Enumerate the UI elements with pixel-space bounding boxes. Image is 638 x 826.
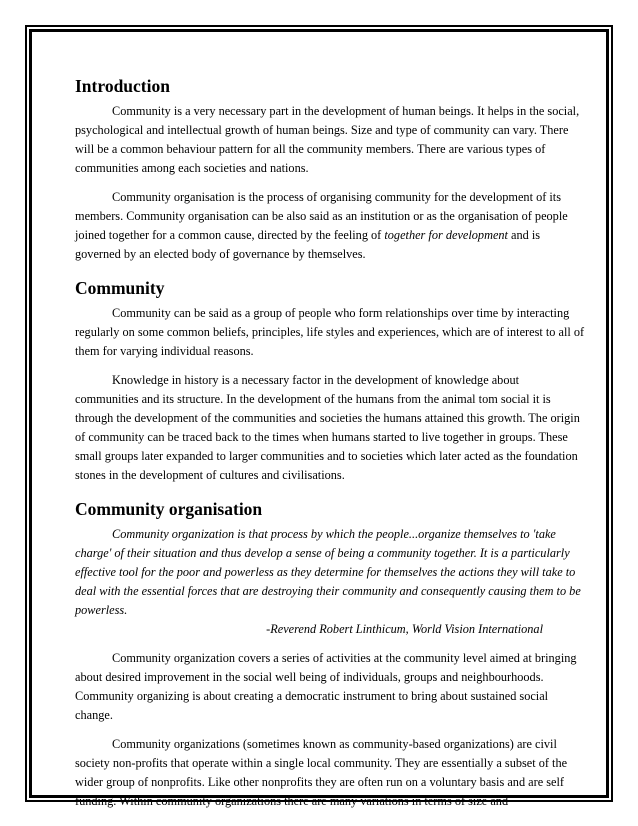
heading-community-organisation: Community organisation bbox=[75, 499, 263, 519]
section-introduction bbox=[75, 74, 585, 264]
intro-paragraph-1: Community is a very necessary part in the development of human beings. It helps in the social, psychological and intellectual growth of human beings. Size and type of community can vary. There will be a common behaviour pattern for all the community members. There are various types of communities among each societies and nations. bbox=[75, 104, 580, 175]
community-paragraph-1: Community can be said as a group of people who form relationships over time by interacting regularly on some common beliefs, principles, life styles and experiences, which are of interest to all of them for varying individual reasons. bbox=[75, 306, 585, 358]
community-paragraph-2: Knowledge in history is a necessary factor in the development of knowledge about communities and its structure. In the development of the humans from the animal tom social it is through the development of the communities and societies the humans attained this growth. The origin of community can be traced back to the times when humans started to live together in groups. These small groups later expanded to larger communities and to societies which later acted as the foundation stones in the development of cultures and civilisations. bbox=[75, 373, 580, 482]
document-body bbox=[75, 74, 585, 811]
heading-introduction: Introduction bbox=[75, 76, 170, 96]
quote-attribution: -Reverend Robert Linthicum, World Vision International bbox=[266, 622, 543, 636]
intro-p2-text-a: Community organisation is the process of organising community for the development of its members. Community organisation can be also said as an institution or as the organisation of people joined together for a common cause, directed by the feeling of bbox=[75, 190, 568, 242]
intro-paragraph-2 bbox=[75, 188, 585, 264]
intro-p2-emphasis: together for development bbox=[384, 228, 508, 242]
quote-text: Community organization is that process by which the people...organize themselves to 'take charge' of their situation and thus develop a sense of being a community together. It is a particularly effective tool for the poor and powerless as they determine for themselves the actions they will take to deal with the essential forces that are destroying their community and consequently causing them to be powerless. bbox=[75, 527, 581, 617]
heading-community: Community bbox=[75, 278, 165, 298]
section-community-organisation bbox=[75, 497, 585, 811]
org-paragraph-1: Community organization covers a series of activities at the community level aimed at bringing about desired improvement in the social well being of individuals, groups and neighbourhoods. Community organizing is about creating a democratic instrument to bring about sustained social change. bbox=[75, 651, 577, 722]
intro-p2-text-b: and is governed by an elected body of governance by themselves. bbox=[75, 228, 541, 261]
quote-block bbox=[75, 525, 585, 639]
org-paragraph-2: Community organizations (sometimes known as community-based organizations) are civil society non-profits that operate within a single local community. They are essentially a subset of the wider group of nonprofits. Like other nonprofits they are often run on a voluntary basis and are self funding. Within community organizations there are many variations in terms of size and bbox=[75, 737, 568, 808]
section-community bbox=[75, 276, 585, 485]
